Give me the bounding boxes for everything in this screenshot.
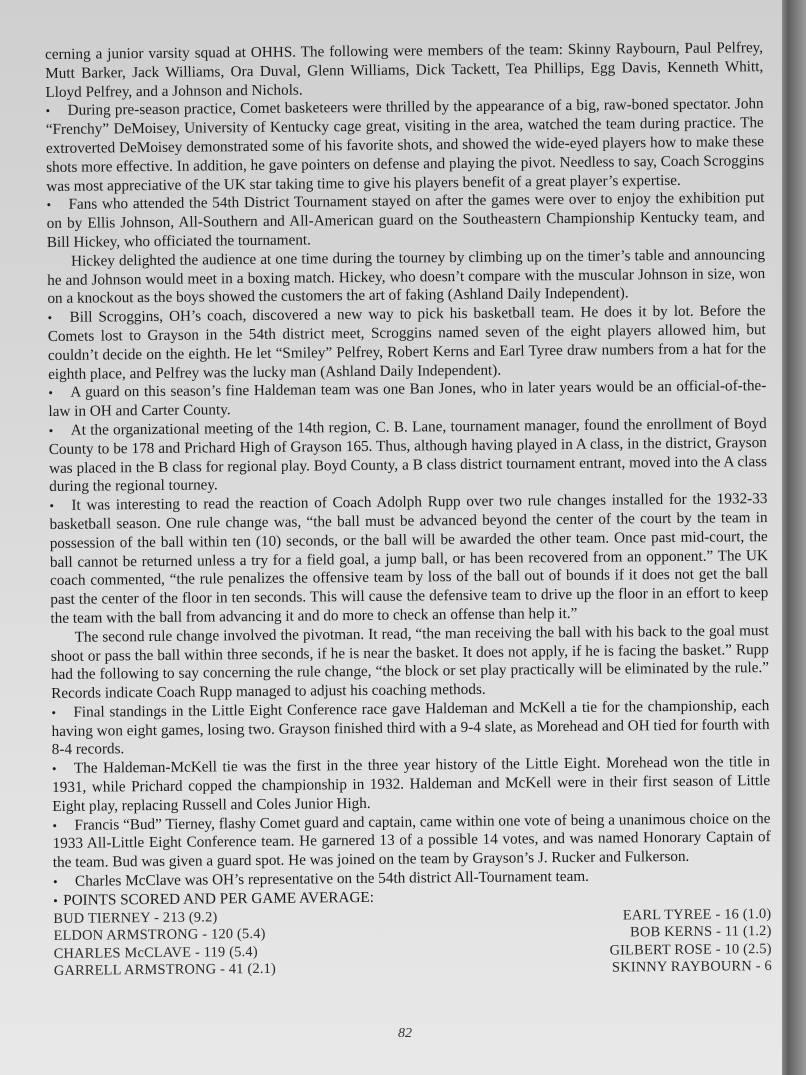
bullet-icon: • [51,704,57,720]
bullet-icon: • [45,103,51,119]
paragraph-text: During pre-season practice, Comet basketeers were thrilled by the appearance of a big, raw-boned spectator. John “Frenchy” DeMoisey, University of Kentucky cage great, visiting in the area, watched the team during practice. The extroverted DeMoisey demonstrated some of his favorite shots, and showed the wide-eyed players how to make these shots more effective. In addition, he gave pointers on defense and playing the pivot. Needless to say, Coach Scroggins was most appreciative of the UK star taking time to give his players benefit of a great player’s expertise. [45,95,765,195]
paragraph-text: Charles McClave was OH’s representative on the 54th district All-Tournament team. [74,867,589,890]
paragraph-0 [45,39,764,102]
book-spine-shadow [782,0,806,1075]
stat-row: BOB KERNS - 11 (1.2) [630,923,772,941]
bullet-icon: • [53,892,58,908]
paragraph-9 [51,697,770,760]
stat-row: ELDON ARMSTRONG - 120 (5.4) [53,926,266,945]
bullet-icon: • [48,422,54,438]
bullet-icon: • [48,385,53,401]
stat-row: BUD TIERNEY - 213 (9.2) [53,909,218,927]
paragraph-text: At the organizational meeting of the 14th region, C. B. Lane, tournament manager, found the enrollment of Boyd County to be 178 and Prichard High of Grayson 165. Thus, although having played in A class, in the district, Grayson was placed in the B class for regional play. Boyd County, a B class district tournament entrant, moved into the A class during the regional tourney. [48,415,768,496]
bullet-icon: • [46,197,52,213]
page-body [45,39,772,991]
stats-left-column [53,908,276,980]
paragraph-4 [48,302,767,384]
paragraph-7 [49,490,768,628]
paragraph-text: Hickey delighted the audience at one time during the tourney by climbing up on the timer’s table and announcing he and Johnson would meet in a boxing match. Hickey, who doesn’t compare with the muscular Johnson in size, won on a knockout as the boys showed the customers the art of faking (Ashland Daily Independent). [47,245,766,308]
paragraph-text: Final standings in the Little Eight Conference race gave Haldeman and McKell a tie for the championship, each having won eight games, losing two. Grayson finished third with a 9-4 slate, as Morehead and OH tied for fourth with 8-4 records. [51,696,770,759]
paragraph-3 [47,246,766,309]
paragraph-text: Fans who attended the 54th District Tournament stayed on after the games were over to enjoy the exhibition put on by Ellis Johnson, All-Southern and All-American guard on the Southeastern Championship Kentucky team, and Bill Hickey, who officiated the tournament. [46,189,765,251]
paragraph-text: cerning a junior varsity squad at OHHS. The following were members of the team: Skinny Raybourn, Paul Pelfrey, Mutt Barker, Jack Williams, Ora Duval, Glenn Williams, Dick Tackett, Tea Phillips, Egg Davis, Kenneth Whitt, Lloyd Pelfrey, and a Johnson and Nichols. [45,39,764,101]
bullet-icon: • [51,761,57,777]
stat-row: EARL TYREE - 16 (1.0) [622,905,772,924]
stat-row: CHARLES McCLAVE - 119 (5.4) [53,943,258,962]
paragraph-text: It was interesting to read the reaction of Coach Adolph Rupp over two rule changes installed for the 1932-33 basketball season. One rule change was, “the ball must be advanced beyond the center of the court by the team in possession of the ball within ten (10) seconds, or the ball will be awarded the other team. Once past mid-court, the ball cannot be returned unless a try for a field goal, a jump ball, or has been recovered from an opponent.” The UK coach commented, “the rule penalizes the offensive team by loss of the ball out of bounds if it does not get the ball past the center of the floor in ten seconds. This will cause the defensive team to drive up the floor in an effort to keep the team with the ball from advancing it and do more to check an offense than help it.” [49,490,769,627]
paragraph-text: A guard on this season’s fine Haldeman team was one Ban Jones, who in later years would be an official-of-the-law in OH and Carter County. [48,377,767,421]
paragraph-1 [46,95,765,196]
bullet-icon: • [49,498,55,514]
stat-row: GILBERT ROSE - 10 (2.5) [609,940,772,959]
bullet-icon: • [52,817,58,833]
paragraph-8 [51,622,770,704]
paragraph-10 [52,753,771,816]
paragraph-6 [49,415,768,497]
paragraph-text: Bill Scroggins, OH’s coach, discovered a new way to pick his basketball team. He does it by lot. Before the Comets lost to Grayson in the 54th district meet, Scroggins named seven of the eight players allowed him, but couldn’t decide on the eighth. He let “Smiley” Pelfrey, Robert Kerns and Earl Tyree draw numbers from a hat for the eighth place, and Pelfrey was the lucky man (Ashland Daily Independent). [47,302,767,383]
stat-row: GARRELL ARMSTRONG - 41 (2.1) [53,960,277,980]
stat-row: SKINNY RAYBOURN - 6 [611,958,772,976]
paragraph-2 [46,189,765,252]
stats-right-column [609,906,772,978]
paragraph-11 [52,810,771,873]
points-table [53,904,772,991]
paragraph-text: The second rule change involved the pivotman. It read, “the man receiving the ball with his back to the goal must shoot or pass the ball within three seconds, if he is near the basket. It does not apply, if he is facing the basket.” Rupp had the following to say concerning the rule change, “the block or set play practically will be eliminated by the rule.” Records indicate Coach Rupp managed to adjust his coaching methods. [50,621,770,703]
page-number: 82 [398,1026,412,1041]
paragraph-text: The Haldeman-McKell tie was the first in the three year history of the Little Eight. Morehead won the title in 1931, while Prichard copped the championship in 1932. Haldeman and McKell were in their first season of Little Eight play, replacing Russell and Coles Junior High. [52,753,771,815]
paragraph-text: Francis “Bud” Tierney, flashy Comet guard and captain, came within one vote of being a unanimous choice on the 1933 All-Little Eight Conference team. He garnered 13 of a possible 14 votes, and was named Honorary Captain of the team. Bud was given a guard spot. He was joined on the team by Grayson’s J. Rucker and Fulkerson. [52,809,771,872]
bullet-icon: • [47,310,53,326]
stats-title-text: POINTS SCORED AND PER GAME AVERAGE: [63,888,374,909]
bullet-icon: • [52,873,58,890]
